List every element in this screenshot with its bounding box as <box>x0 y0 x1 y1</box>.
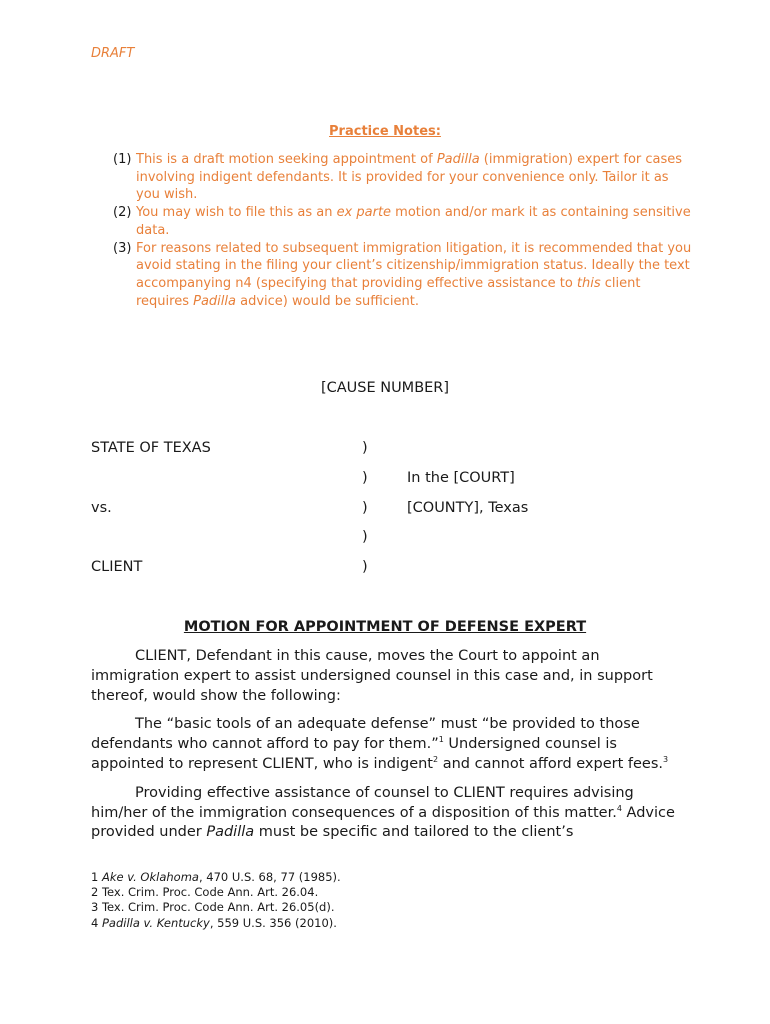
practice-note-item <box>113 204 693 239</box>
footnote-item <box>91 870 341 885</box>
motion-paragraph <box>91 715 681 774</box>
text-run: For reasons related to subsequent immigration litigation, it is recommended that you avoid stating in the filing your client’s citizenship/immigration status. Ideally the text accompanying n4 (specifying that providing effective assistance to <box>136 240 692 291</box>
draft-watermark-label: DRAFT <box>91 46 135 61</box>
text-run: Padilla <box>206 824 255 841</box>
caption-paren: ) <box>362 499 368 516</box>
caption-court: [COUNTY], Texas <box>407 499 529 516</box>
text-run: this <box>576 275 601 291</box>
practice-note-item <box>113 240 693 311</box>
text-run: Padilla <box>436 152 480 167</box>
motion-paragraph <box>91 784 681 843</box>
caption-row <box>91 438 691 468</box>
caption-row <box>91 527 691 557</box>
text-run: 1 <box>91 870 102 884</box>
text-run: This is a draft motion seeking appointment of <box>136 152 437 167</box>
text-run: advice) would be sufficient. <box>235 293 419 309</box>
text-run: motion and/or mark it as containing sensitive data. <box>136 205 691 238</box>
text-run: , 470 U.S. 68, 77 (1985). <box>198 870 341 884</box>
text-run: Advice provided under <box>91 804 675 841</box>
practice-notes-title: Practice Notes: <box>329 124 441 139</box>
text-run: 2 Tex. Crim. Proc. Code Ann. Art. 26.04. <box>91 885 319 900</box>
footnote-ref: 4 <box>616 803 622 813</box>
text-run: 4 <box>91 915 102 930</box>
practice-note-number: (3) <box>113 240 132 256</box>
footnote-ref: 1 <box>438 735 444 745</box>
cause-number: [CAUSE NUMBER] <box>320 380 450 396</box>
text-run: CLIENT, Defendant in this cause, moves the Court to appoint an immigration expert to assist undersigned counsel in this case and, in support thereof, would show the following: <box>91 648 653 704</box>
practice-note-number: (2) <box>113 205 132 221</box>
practice-note-item <box>113 151 693 204</box>
motion-paragraph <box>91 647 681 706</box>
footnote-ref: 3 <box>663 754 669 764</box>
text-run: The “basic tools of an adequate defense” must “be provided to those defendants who cannot afford to pay for them.” <box>91 716 640 753</box>
caption-party: CLIENT <box>91 559 143 576</box>
caption-paren: ) <box>362 469 368 486</box>
practice-note-text <box>136 151 693 204</box>
caption-party: vs. <box>91 499 112 516</box>
caption-row <box>91 498 691 528</box>
caption-court: In the [COURT] <box>407 469 515 486</box>
motion-body <box>91 647 681 852</box>
text-run: client requires <box>136 275 641 309</box>
footnote-item <box>91 885 341 900</box>
footnote-ref: 2 <box>433 754 439 764</box>
caption-paren: ) <box>362 559 368 576</box>
text-run: (immigration) expert for cases involving indigent defendants. It is provided for your convenience only. Tailor it as you wish. <box>136 152 683 203</box>
text-run: and cannot afford expert fees. <box>438 755 663 772</box>
text-run: , 559 U.S. 356 (2010). <box>209 915 337 930</box>
practice-note-number: (1) <box>113 152 132 167</box>
text-run: You may wish to file this as an <box>136 205 337 221</box>
text-run: Providing effective assistance of counsel to CLIENT requires advising him/her of the immigration consequences of a disposition of this matter. <box>91 784 634 821</box>
case-caption <box>91 438 691 587</box>
practice-note-text <box>136 204 693 239</box>
footnotes <box>91 870 341 931</box>
footnote-item <box>91 900 341 915</box>
text-run: Padilla v. Kentucky <box>101 915 210 930</box>
text-run: ex parte <box>336 205 392 221</box>
text-run: Ake v. Oklahoma <box>101 870 199 884</box>
caption-paren: ) <box>362 440 368 456</box>
text-run: must be specific and tailored to the client’s <box>254 824 574 841</box>
caption-paren: ) <box>362 529 368 546</box>
caption-row <box>91 468 691 498</box>
text-run: Padilla <box>193 293 236 309</box>
caption-row <box>91 557 691 587</box>
practice-notes-list <box>113 151 693 310</box>
caption-party: STATE OF TEXAS <box>91 440 211 456</box>
text-run: Undersigned counsel is appointed to represent CLIENT, who is indigent <box>91 736 617 772</box>
practice-note-text <box>136 240 693 311</box>
text-run: 3 Tex. Crim. Proc. Code Ann. Art. 26.05(d). <box>91 900 335 915</box>
motion-title: MOTION FOR APPOINTMENT OF DEFENSE EXPERT <box>183 619 587 635</box>
footnote-item <box>91 916 341 931</box>
